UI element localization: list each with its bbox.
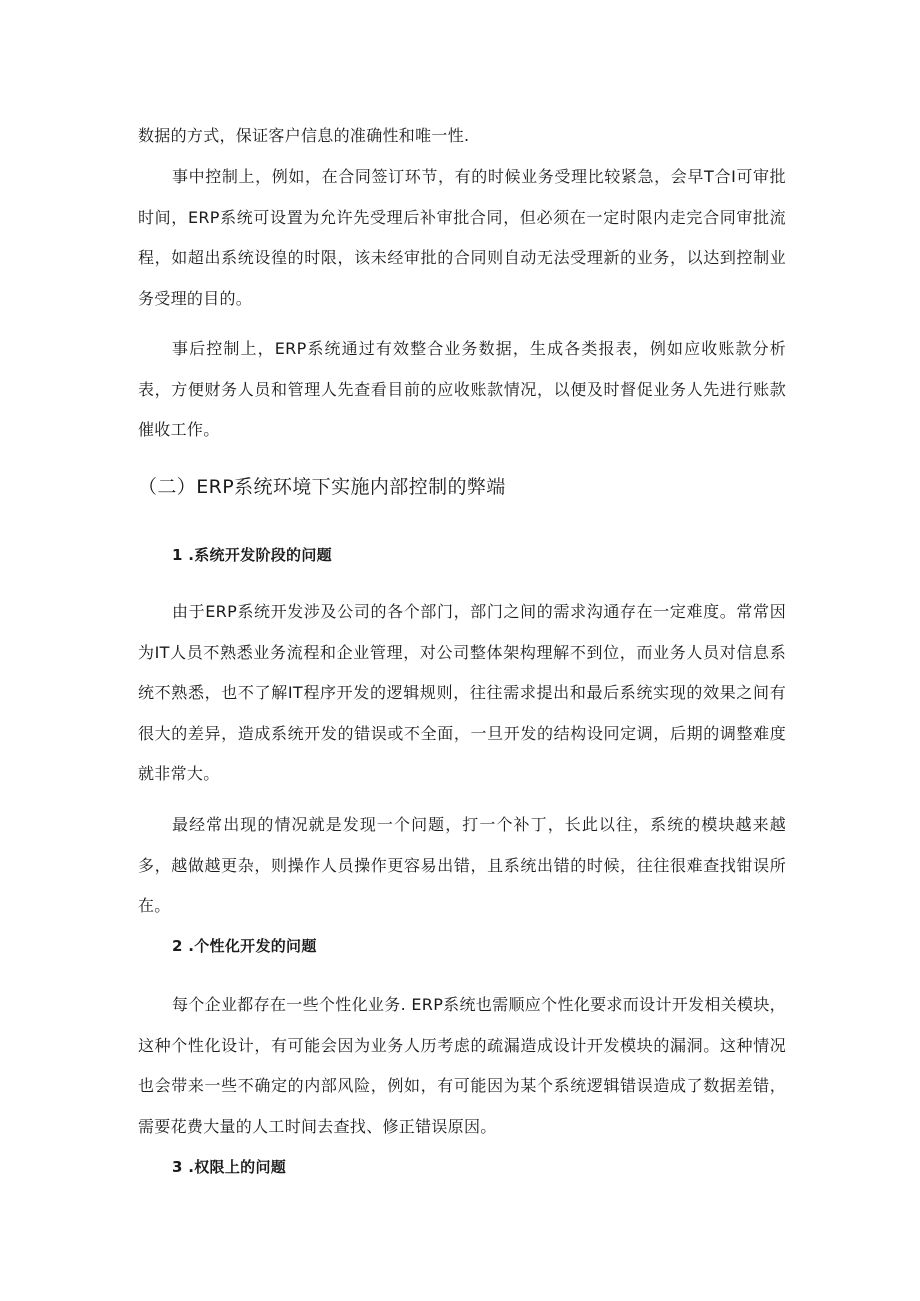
subheading-customization: 2 .个性化开发的问题: [172, 937, 317, 955]
subheading-permissions: 3 .权限上的问题: [172, 1158, 287, 1176]
paragraph-post-control: 事后控制上，ERP系统通过有效整合业务数据，生成各类报表，例如应收账款分析表，方便财务人员和管理人先查看目前的应收账款情况，以便及时督促业务人先进行账款催收工作。: [138, 339, 786, 439]
paragraph-in-process-control: 事中控制上，例如，在合同签订环节，有的时候业务受理比较紧急，会早T合I可审批时间，ERP系统可设置为允许先受理后补审批合同，但必须在一定时限内走完合同审批流程，如超出系统设徨的时限，该未经审批的合同则自动无法受理新的业务，以达到控制业务受理的目的。: [138, 167, 786, 308]
section-heading: （二）ERP系统环境下实施内部控制的弊端: [138, 476, 506, 498]
paragraph-customization-issues: 每个企业都存在一些个性化业务. ERP系统也需顺应个性化要求而设计开发相关模块，这种个性化设计，有可能会因为业务人历考虑的疏漏造成设计开发模块的漏洞。这种情况也会带来一些不确定的内部风险，例如，有可能因为某个系统逻辑错误造成了数据差错，需要花费大量的人工时间去查找、修正错误原因。: [138, 995, 786, 1136]
paragraph-development-issues: 由于ERP系统开发涉及公司的各个部门，部门之间的需求沟通存在一定难度。常常因为IT人员不熟悉业务流程和企业管理，对公司整体架构理解不到位，而业务人员对信息系统不熟悉，也不了解IT程序开发的逻辑规则，往往需求提出和最后系统实现的效果之间有很大的差异，造成系统开发的错误或不全面，一旦开发的结构设冋定调，后期的调整难度就非常大。: [138, 602, 786, 783]
subheading-system-development: 1 .系统开发阶段的问题: [172, 546, 332, 564]
paragraph-patching-issues: 最经常出现的情况就是发现一个问题，打一个补丁，长此以往，系统的模块越来越多，越做越更杂，则操作人员操作更容易出错，且系统出错的时候，往往很难查找钳误所在。: [138, 815, 786, 915]
paragraph-data-accuracy: 数据的方式，保证客户信息的准确性和唯一性.: [138, 126, 470, 145]
